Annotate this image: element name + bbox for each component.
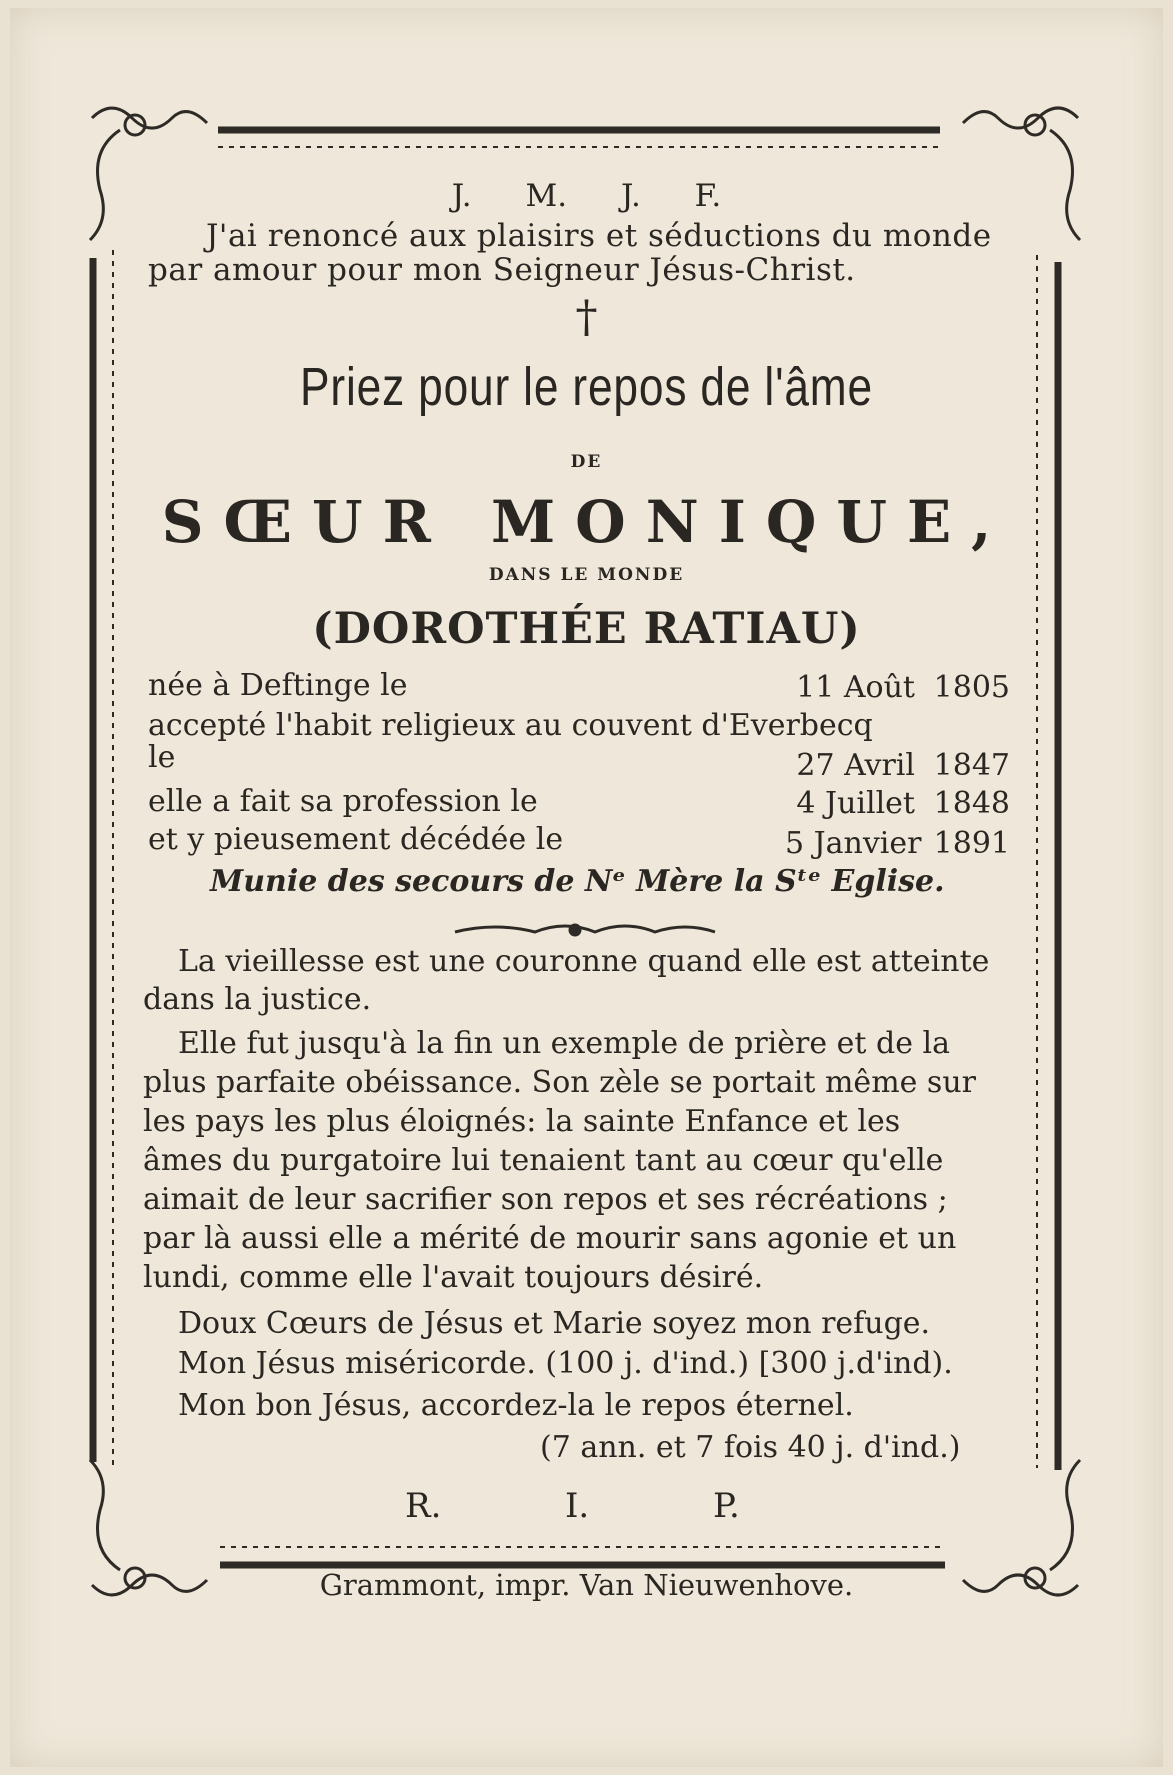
indulgence-note: (7 ann. et 7 fois 40 j. d'ind.) xyxy=(540,1430,961,1465)
paragraph-2-line: les pays les plus éloignés: la sainte Enfance et les xyxy=(143,1104,901,1139)
event-death-label: et y pieusement décédée le xyxy=(148,822,564,857)
event-habit-year: 1847 xyxy=(933,748,1010,783)
paragraph-2-line: plus parfaite obéissance. Son zèle se portait même sur xyxy=(143,1065,976,1100)
event-birth-date: 11 Août xyxy=(796,670,915,705)
event-habit-label-2: le xyxy=(148,740,176,775)
prayer-heading: Priez pour le repos de l'âme xyxy=(300,357,873,417)
event-habit-label: accepté l'habit religieux au couvent d'Everbecq xyxy=(148,708,873,743)
cross-icon: † xyxy=(575,292,598,343)
prayer-line: Mon bon Jésus, accordez-la le repos éternel. xyxy=(178,1388,854,1423)
dans-le-monde-label: DANS LE MONDE xyxy=(488,565,685,585)
rip-letter: I. xyxy=(565,1486,590,1526)
paragraph-2-line: aimait de leur sacrifier son repos et ses récréations ; xyxy=(143,1182,948,1217)
paragraph-2-line: Elle fut jusqu'à la fin un exemple de prière et de la xyxy=(178,1026,950,1061)
motto-line-2: par amour pour mon Seigneur Jésus-Christ. xyxy=(148,252,856,288)
religious-name: SŒUR MONIQUE, xyxy=(161,488,1012,556)
prayer-line: Doux Cœurs de Jésus et Marie soyez mon refuge. xyxy=(178,1306,931,1341)
paragraph-2-line: âmes du purgatoire lui tenaient tant au cœur qu'elle xyxy=(143,1143,944,1178)
paragraph-2-line: par là aussi elle a mérité de mourir sans agonie et un xyxy=(143,1221,957,1256)
de-label: DE xyxy=(570,452,603,472)
prayer-line: Mon Jésus miséricorde. (100 j. d'ind.) [300 j.d'ind). xyxy=(178,1346,953,1381)
event-birth-label: née à Deftinge le xyxy=(148,668,408,703)
event-profession-year: 1848 xyxy=(933,786,1010,821)
rip-letter: R. xyxy=(405,1486,442,1526)
lay-name: (DOROTHÉE RATIAU) xyxy=(312,604,861,654)
event-death-year: 1891 xyxy=(933,826,1010,861)
event-profession-label: elle a fait sa profession le xyxy=(148,784,538,819)
event-profession-date: 4 Juillet xyxy=(796,786,915,821)
paragraph-2-line: lundi, comme elle l'avait toujours désiré. xyxy=(143,1260,764,1295)
event-birth-year: 1805 xyxy=(933,670,1010,705)
sacraments-line: Munie des secours de Nᵉ Mère la Sᵗᵉ Eglise. xyxy=(210,864,945,899)
initials-jmjf: J. M. J. F. xyxy=(451,178,722,214)
motto-line-1: J'ai renoncé aux plaisirs et séductions du monde xyxy=(206,218,992,254)
event-death-date: 5 Janvier xyxy=(785,826,922,861)
printer-credit: Grammont, impr. Van Nieuwenhove. xyxy=(319,1568,854,1602)
paragraph-1-line: La vieillesse est une couronne quand elle est atteinte xyxy=(178,944,990,979)
event-habit-date: 27 Avril xyxy=(796,748,915,783)
rip-letter: P. xyxy=(713,1486,740,1526)
paragraph-1-line: dans la justice. xyxy=(143,982,372,1017)
